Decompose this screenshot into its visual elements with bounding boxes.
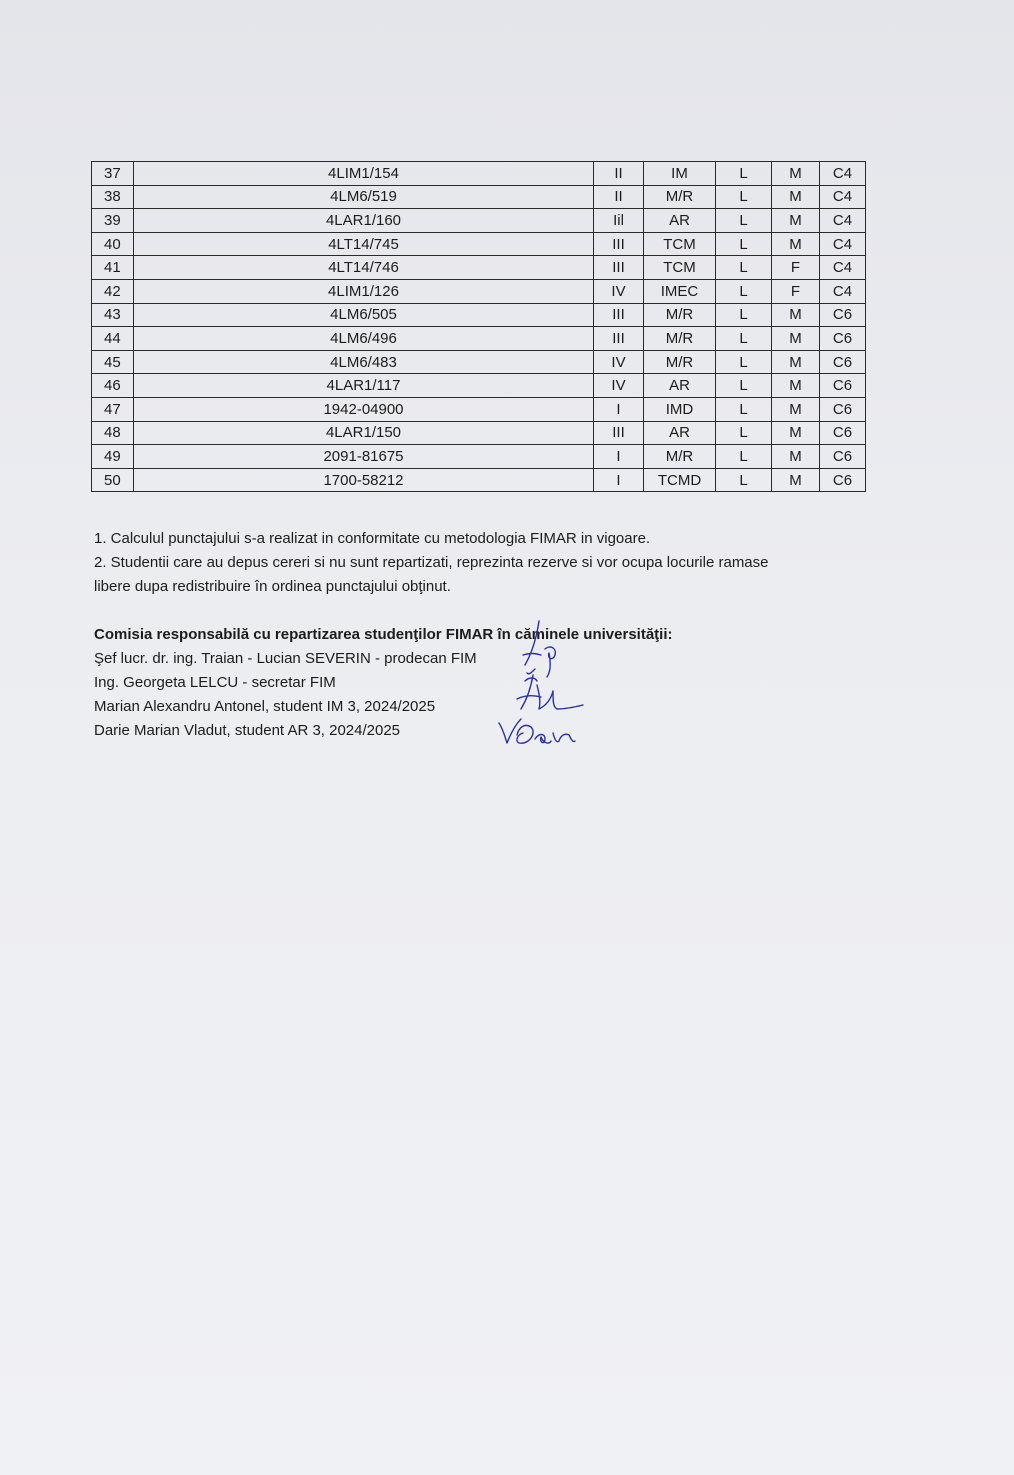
cell-nr: 43 xyxy=(92,303,134,327)
cell-nr: 44 xyxy=(92,327,134,351)
table-row xyxy=(92,209,866,233)
cell-dorm: C6 xyxy=(820,327,866,351)
cell-gender: M xyxy=(772,397,820,421)
committee-section xyxy=(94,623,864,743)
cell-gender: M xyxy=(772,468,820,492)
table-row xyxy=(92,350,866,374)
cell-dorm: C6 xyxy=(820,374,866,398)
cell-year: III xyxy=(594,327,644,351)
note-1: 1. Calculul punctajului s-a realizat in conformitate cu metodologia FIMAR in vigoare. xyxy=(94,530,651,547)
table-row xyxy=(92,185,866,209)
cell-gender: M xyxy=(772,374,820,398)
cell-year: IV xyxy=(594,350,644,374)
cell-specialization: TCMD xyxy=(644,468,716,492)
cell-code: 4LAR1/117 xyxy=(134,374,594,398)
cell-specialization: AR xyxy=(644,421,716,445)
committee-heading: Comisia responsabilă cu repartizarea studenţilor FIMAR în căminele universităţii: xyxy=(94,626,673,643)
cell-dorm: C4 xyxy=(820,209,866,233)
cell-nr: 38 xyxy=(92,185,134,209)
cell-dorm: C6 xyxy=(820,350,866,374)
cell-specialization: M/R xyxy=(644,303,716,327)
cell-code: 4LM6/505 xyxy=(134,303,594,327)
cell-code: 1700-58212 xyxy=(134,468,594,492)
cell-gender: F xyxy=(772,256,820,280)
table-row xyxy=(92,162,866,186)
cell-year: III xyxy=(594,256,644,280)
signature-drawing xyxy=(495,615,595,755)
cell-gender: M xyxy=(772,209,820,233)
cell-nr: 41 xyxy=(92,256,134,280)
cell-level: L xyxy=(716,445,772,469)
table-row xyxy=(92,327,866,351)
signature-1 xyxy=(523,621,555,677)
cell-specialization: M/R xyxy=(644,445,716,469)
committee-member: Ing. Georgeta LELCU - secretar FIM xyxy=(94,674,336,691)
table-row xyxy=(92,232,866,256)
cell-level: L xyxy=(716,350,772,374)
cell-level: L xyxy=(716,374,772,398)
cell-level: L xyxy=(716,468,772,492)
note-2-line-1: 2. Studentii care au depus cereri si nu sunt repartizati, reprezinta rezerve si vor ocupa locurile ramase xyxy=(94,554,769,571)
committee-member: Şef lucr. dr. ing. Traian - Lucian SEVERIN - prodecan FIM xyxy=(94,650,477,667)
table-row xyxy=(92,445,866,469)
cell-dorm: C4 xyxy=(820,162,866,186)
cell-gender: M xyxy=(772,421,820,445)
cell-year: I xyxy=(594,468,644,492)
cell-specialization: TCM xyxy=(644,232,716,256)
cell-year: III xyxy=(594,421,644,445)
cell-code: 4LM6/483 xyxy=(134,350,594,374)
cell-level: L xyxy=(716,185,772,209)
table-row xyxy=(92,397,866,421)
cell-nr: 48 xyxy=(92,421,134,445)
cell-code: 4LT14/745 xyxy=(134,232,594,256)
cell-gender: M xyxy=(772,327,820,351)
cell-dorm: C4 xyxy=(820,232,866,256)
cell-level: L xyxy=(716,256,772,280)
notes-section xyxy=(94,527,864,599)
cell-level: L xyxy=(716,232,772,256)
note-2-line-2: libere dupa redistribuire în ordinea punctajului obţinut. xyxy=(94,578,451,595)
cell-year: II xyxy=(594,185,644,209)
allocation-table xyxy=(91,161,866,492)
cell-gender: M xyxy=(772,185,820,209)
committee-member: Darie Marian Vladut, student AR 3, 2024/2025 xyxy=(94,722,401,739)
cell-dorm: C4 xyxy=(820,256,866,280)
cell-nr: 39 xyxy=(92,209,134,233)
table-row xyxy=(92,256,866,280)
cell-code: 4LT14/746 xyxy=(134,256,594,280)
cell-year: III xyxy=(594,232,644,256)
cell-gender: M xyxy=(772,162,820,186)
cell-specialization: M/R xyxy=(644,185,716,209)
cell-year: III xyxy=(594,303,644,327)
cell-code: 1942-04900 xyxy=(134,397,594,421)
allocation-table-body xyxy=(92,162,866,492)
cell-year: II xyxy=(594,162,644,186)
cell-level: L xyxy=(716,303,772,327)
cell-specialization: IMD xyxy=(644,397,716,421)
cell-dorm: C6 xyxy=(820,421,866,445)
cell-dorm: C4 xyxy=(820,279,866,303)
cell-specialization: IM xyxy=(644,162,716,186)
cell-specialization: M/R xyxy=(644,327,716,351)
cell-gender: M xyxy=(772,350,820,374)
cell-specialization: IMEC xyxy=(644,279,716,303)
cell-nr: 46 xyxy=(92,374,134,398)
cell-code: 4LM6/496 xyxy=(134,327,594,351)
cell-specialization: AR xyxy=(644,209,716,233)
cell-level: L xyxy=(716,279,772,303)
cell-nr: 40 xyxy=(92,232,134,256)
cell-year: I xyxy=(594,445,644,469)
table-row xyxy=(92,421,866,445)
cell-code: 4LAR1/150 xyxy=(134,421,594,445)
cell-nr: 47 xyxy=(92,397,134,421)
cell-level: L xyxy=(716,327,772,351)
cell-nr: 50 xyxy=(92,468,134,492)
cell-year: Iil xyxy=(594,209,644,233)
cell-year: IV xyxy=(594,374,644,398)
cell-code: 4LM6/519 xyxy=(134,185,594,209)
cell-specialization: AR xyxy=(644,374,716,398)
cell-code: 4LIM1/154 xyxy=(134,162,594,186)
cell-gender: F xyxy=(772,279,820,303)
cell-dorm: C4 xyxy=(820,185,866,209)
cell-code: 4LIM1/126 xyxy=(134,279,594,303)
cell-level: L xyxy=(716,162,772,186)
handwritten-signatures xyxy=(495,615,595,755)
table-row xyxy=(92,303,866,327)
cell-dorm: C6 xyxy=(820,445,866,469)
cell-specialization: TCM xyxy=(644,256,716,280)
table-row xyxy=(92,468,866,492)
table-row xyxy=(92,279,866,303)
committee-member: Marian Alexandru Antonel, student IM 3, 2024/2025 xyxy=(94,698,436,715)
signature-3 xyxy=(499,719,575,743)
cell-nr: 37 xyxy=(92,162,134,186)
cell-specialization: M/R xyxy=(644,350,716,374)
cell-level: L xyxy=(716,209,772,233)
table-row xyxy=(92,374,866,398)
cell-dorm: C6 xyxy=(820,468,866,492)
cell-nr: 45 xyxy=(92,350,134,374)
cell-gender: M xyxy=(772,232,820,256)
cell-nr: 49 xyxy=(92,445,134,469)
cell-gender: M xyxy=(772,445,820,469)
cell-year: IV xyxy=(594,279,644,303)
signature-2 xyxy=(517,675,583,709)
cell-code: 2091-81675 xyxy=(134,445,594,469)
cell-nr: 42 xyxy=(92,279,134,303)
cell-dorm: C6 xyxy=(820,303,866,327)
cell-gender: M xyxy=(772,303,820,327)
cell-level: L xyxy=(716,397,772,421)
cell-code: 4LAR1/160 xyxy=(134,209,594,233)
cell-year: I xyxy=(594,397,644,421)
cell-level: L xyxy=(716,421,772,445)
cell-dorm: C6 xyxy=(820,397,866,421)
